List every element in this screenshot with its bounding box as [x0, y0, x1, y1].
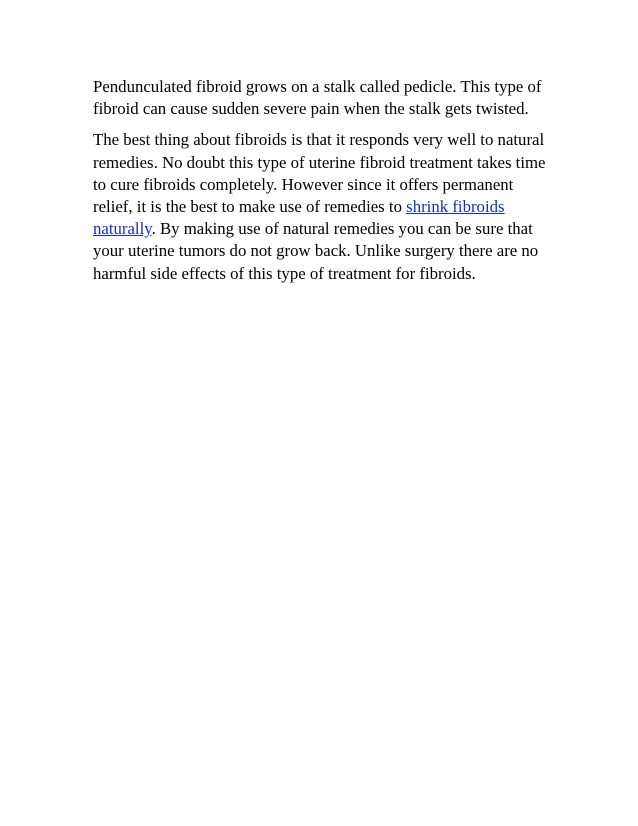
paragraph-natural-remedies [93, 129, 548, 284]
document-body [93, 76, 548, 294]
paragraph-text-after-link: . By making use of natural remedies you can be sure that your uterine tumors do not grow back. Unlike surgery there are no harmful side effects of this type of treatment for fibroids. [93, 219, 539, 283]
paragraph-pedunculated-fibroid: Pendunculated fibroid grows on a stalk called pedicle. This type of fibroid can cause sudden severe pain when the stalk gets twisted. [93, 77, 542, 119]
shrink-fibroids-link[interactable]: shrink fibroids naturally [93, 197, 505, 239]
paragraph-text-before-link: The best thing about fibroids is that it responds very well to natural remedies. No doubt this type of uterine fibroid treatment takes time to cure fibroids completely. However since it offers permanent relief, it is the best to make use of remedies to [93, 130, 546, 217]
